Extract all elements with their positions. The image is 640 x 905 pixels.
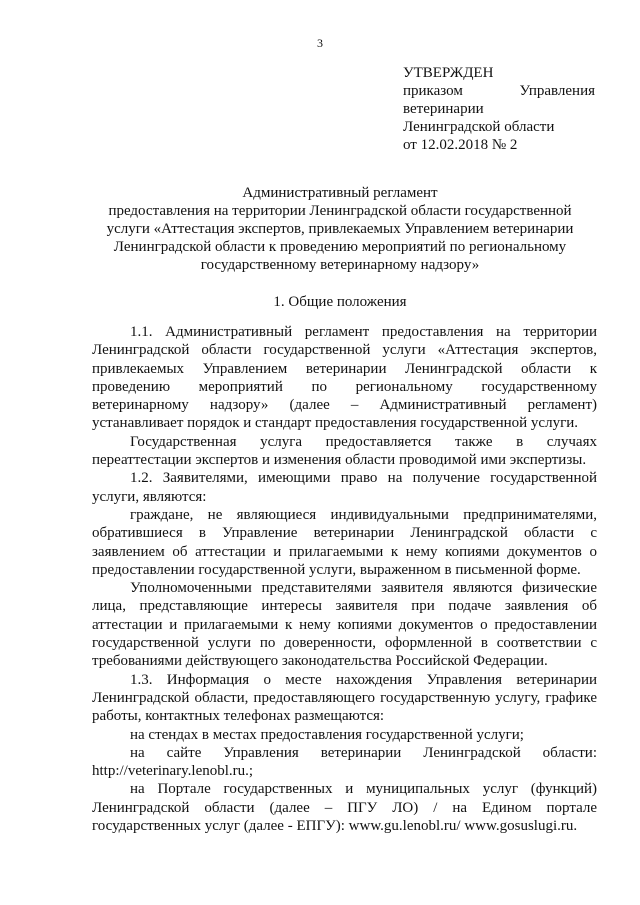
paragraph-1-1: 1.1. Административный регламент предоставления на территории Ленинградской области государственной услуги «Аттестация экспертов, привлекаемых Управлением ветеринарии Ленинградской области к проведению мероприятий по региональному государственному ветеринарному надзору» (далее – Административный регламент) устанавливает порядок и стандарт предоставления государственной услуги. [92, 324, 597, 432]
paragraph-portals: на Портале государственных и муниципальных услуг (функций) Ленинградской области (далее – ПГУ ЛО) / на Едином портале государственных услуг (далее - ЕПГУ): www.gu.lenobl.ru/ www.gosuslugi.ru. [92, 781, 597, 835]
paragraph-1-3: 1.3. Информация о месте нахождения Управления ветеринарии Ленинградской области, предоставляющего государственную услугу, графике работы, контактных телефонах размещаются: [92, 671, 597, 725]
approval-date-number: от 12.02.2018 № 2 [403, 137, 518, 153]
approval-region: Ленинградской области [403, 119, 555, 135]
page-number: 3 [317, 36, 323, 50]
document-title [80, 184, 600, 274]
paragraph-authorized-representatives: Уполномоченными представителями заявителя являются физические лица, представляющие интересы заявителя при подаче заявления об аттестации и прилагаемыми к нему копиями документов о предоставлении государственной услуги по доверенности, оформленной в соответствии с требованиями действующего законодательства Российской Федерации. [92, 580, 597, 670]
title-line: предоставления на территории Ленинградской области государственной [108, 203, 572, 219]
paragraph-1-2: 1.2. Заявителями, имеющими право на получение государственной услуги, являются: [92, 470, 597, 505]
approval-department-word: Управления [519, 83, 595, 99]
approval-title: УТВЕРЖДЕН [403, 65, 494, 81]
approval-veterinary: ветеринарии [403, 101, 484, 117]
paragraph-website: на сайте Управления ветеринарии Ленинградской области: http://veterinary.lenobl.ru.; [92, 744, 597, 780]
approval-stamp-block [403, 64, 595, 154]
paragraph-applicants-citizens: граждане, не являющиеся индивидуальными предпринимателями, обратившиеся в Управление ветеринарии Ленинградской области с заявлением об аттестации и прилагаемыми к нему копиями документов о предоставлении государственной услуги, выраженном в письменной форме. [92, 506, 597, 578]
title-line: услуги «Аттестация экспертов, привлекаемых Управлением ветеринарии [106, 221, 574, 237]
title-line: Ленинградской области к проведению мероприятий по региональному [113, 239, 567, 255]
approval-order-word: приказом [403, 83, 463, 99]
title-line: государственному ветеринарному надзору» [200, 257, 480, 273]
paragraph-stands: на стендах в местах предоставления государственной услуги; [130, 726, 524, 743]
title-line: Административный регламент [242, 185, 438, 201]
body-text [92, 323, 597, 835]
section-heading: 1. Общие положения [273, 294, 407, 310]
paragraph-service-reattestation: Государственная услуга предоставляется также в случаях переаттестации экспертов и изменения области проводимой ими экспертизы. [92, 433, 597, 469]
approval-order-line [403, 82, 595, 100]
